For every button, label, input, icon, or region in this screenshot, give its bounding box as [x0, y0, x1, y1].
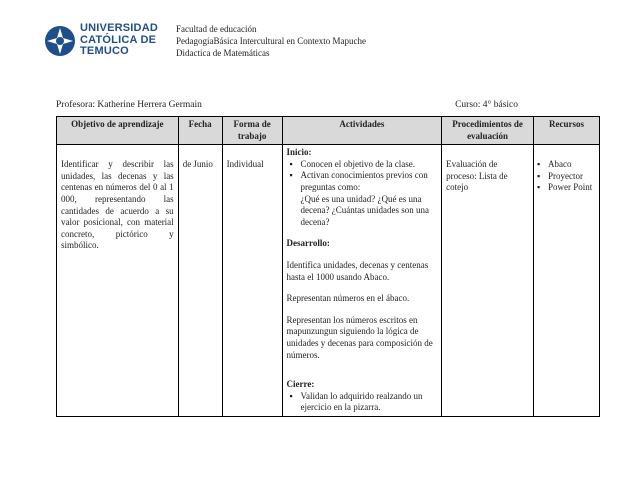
lesson-plan-table	[56, 116, 600, 417]
list-item: ▪ Abaco	[548, 159, 595, 171]
teacher-label: Profesora: Katherine Herrera Germain	[56, 100, 202, 110]
logo-line-2: CATÓLICA DE	[80, 33, 157, 46]
cierre-list	[287, 391, 438, 414]
evaluacion-cell	[442, 145, 534, 417]
header-line-faculty: Facultad de educación	[176, 24, 257, 34]
header-evaluacion: Procedimientos de evaluación	[442, 117, 534, 145]
list-item: ▪ Validan lo adquirido realzando un ejercicio en la pizarra.	[301, 391, 438, 414]
meta-row	[56, 100, 518, 110]
header-line-program: PedagogíaBásica Intercultural en Contexto Mapuche	[176, 36, 366, 46]
logo-line-1: UNIVERSIDAD	[80, 22, 158, 34]
header-forma: Forma de trabajo	[222, 117, 282, 145]
forma-cell	[222, 145, 282, 417]
desarrollo-paragraph-1: Identifica unidades, decenas y centenas hasta el 1000 usando Abaco.	[286, 259, 429, 282]
header-fecha: Fecha	[178, 117, 222, 145]
desarrollo-title: Desarrollo:	[286, 238, 330, 249]
evaluacion-text: Evaluación de proceso: Lista de cotejo	[446, 159, 508, 193]
recursos-cell	[534, 145, 600, 417]
forma-text: Individual	[226, 159, 264, 170]
header-actividades: Actividades	[282, 117, 442, 145]
objetivo-text: Identificar y describir las unidades, las decenas y las centenas en números del 0 al 1 000, representando las cantidades de acuerdo a su valor posicional, con material concreto, pictórico y simbólico.	[61, 159, 174, 251]
table-header-row	[57, 117, 600, 145]
cierre-title: Cierre:	[286, 379, 315, 390]
inicio-list	[287, 159, 438, 194]
actividades-cell	[282, 145, 442, 417]
list-item: ▪ Conocen el objetivo de la clase.	[301, 159, 438, 171]
header-line-course: Didactica de Matemáticas	[176, 48, 270, 58]
fecha-cell	[178, 145, 222, 417]
header-objetivo: Objetivo de aprendizaje	[57, 117, 179, 145]
recursos-list	[538, 159, 595, 194]
objetivo-cell	[57, 145, 179, 417]
list-item: ▪ Proyector	[548, 171, 595, 183]
header-lines	[176, 23, 366, 59]
header-recursos: Recursos	[534, 117, 600, 145]
desarrollo-paragraph-2: Representan números en el ábaco.	[286, 293, 410, 304]
desarrollo-paragraph-3: Representan los números escritos en mapunzungun siguiendo la lógica de unidades y decenas para composición de números.	[286, 314, 433, 360]
university-logo	[44, 22, 174, 60]
inicio-questions: ¿Qué es una unidad? ¿Qué es una decena? ¿Cuántas unidades son una decena?	[300, 193, 429, 227]
list-item: ▪ Power Point	[548, 182, 595, 194]
grade-label: Curso: 4° básico	[455, 100, 518, 110]
fecha-text: de Junio	[182, 159, 213, 170]
inicio-title: Inicio:	[286, 147, 312, 158]
list-item: ▪ Activan conocimientos previos con preguntas como:	[301, 170, 438, 193]
logo-line-3: TEMUCO	[80, 45, 129, 57]
table-row	[57, 145, 600, 417]
